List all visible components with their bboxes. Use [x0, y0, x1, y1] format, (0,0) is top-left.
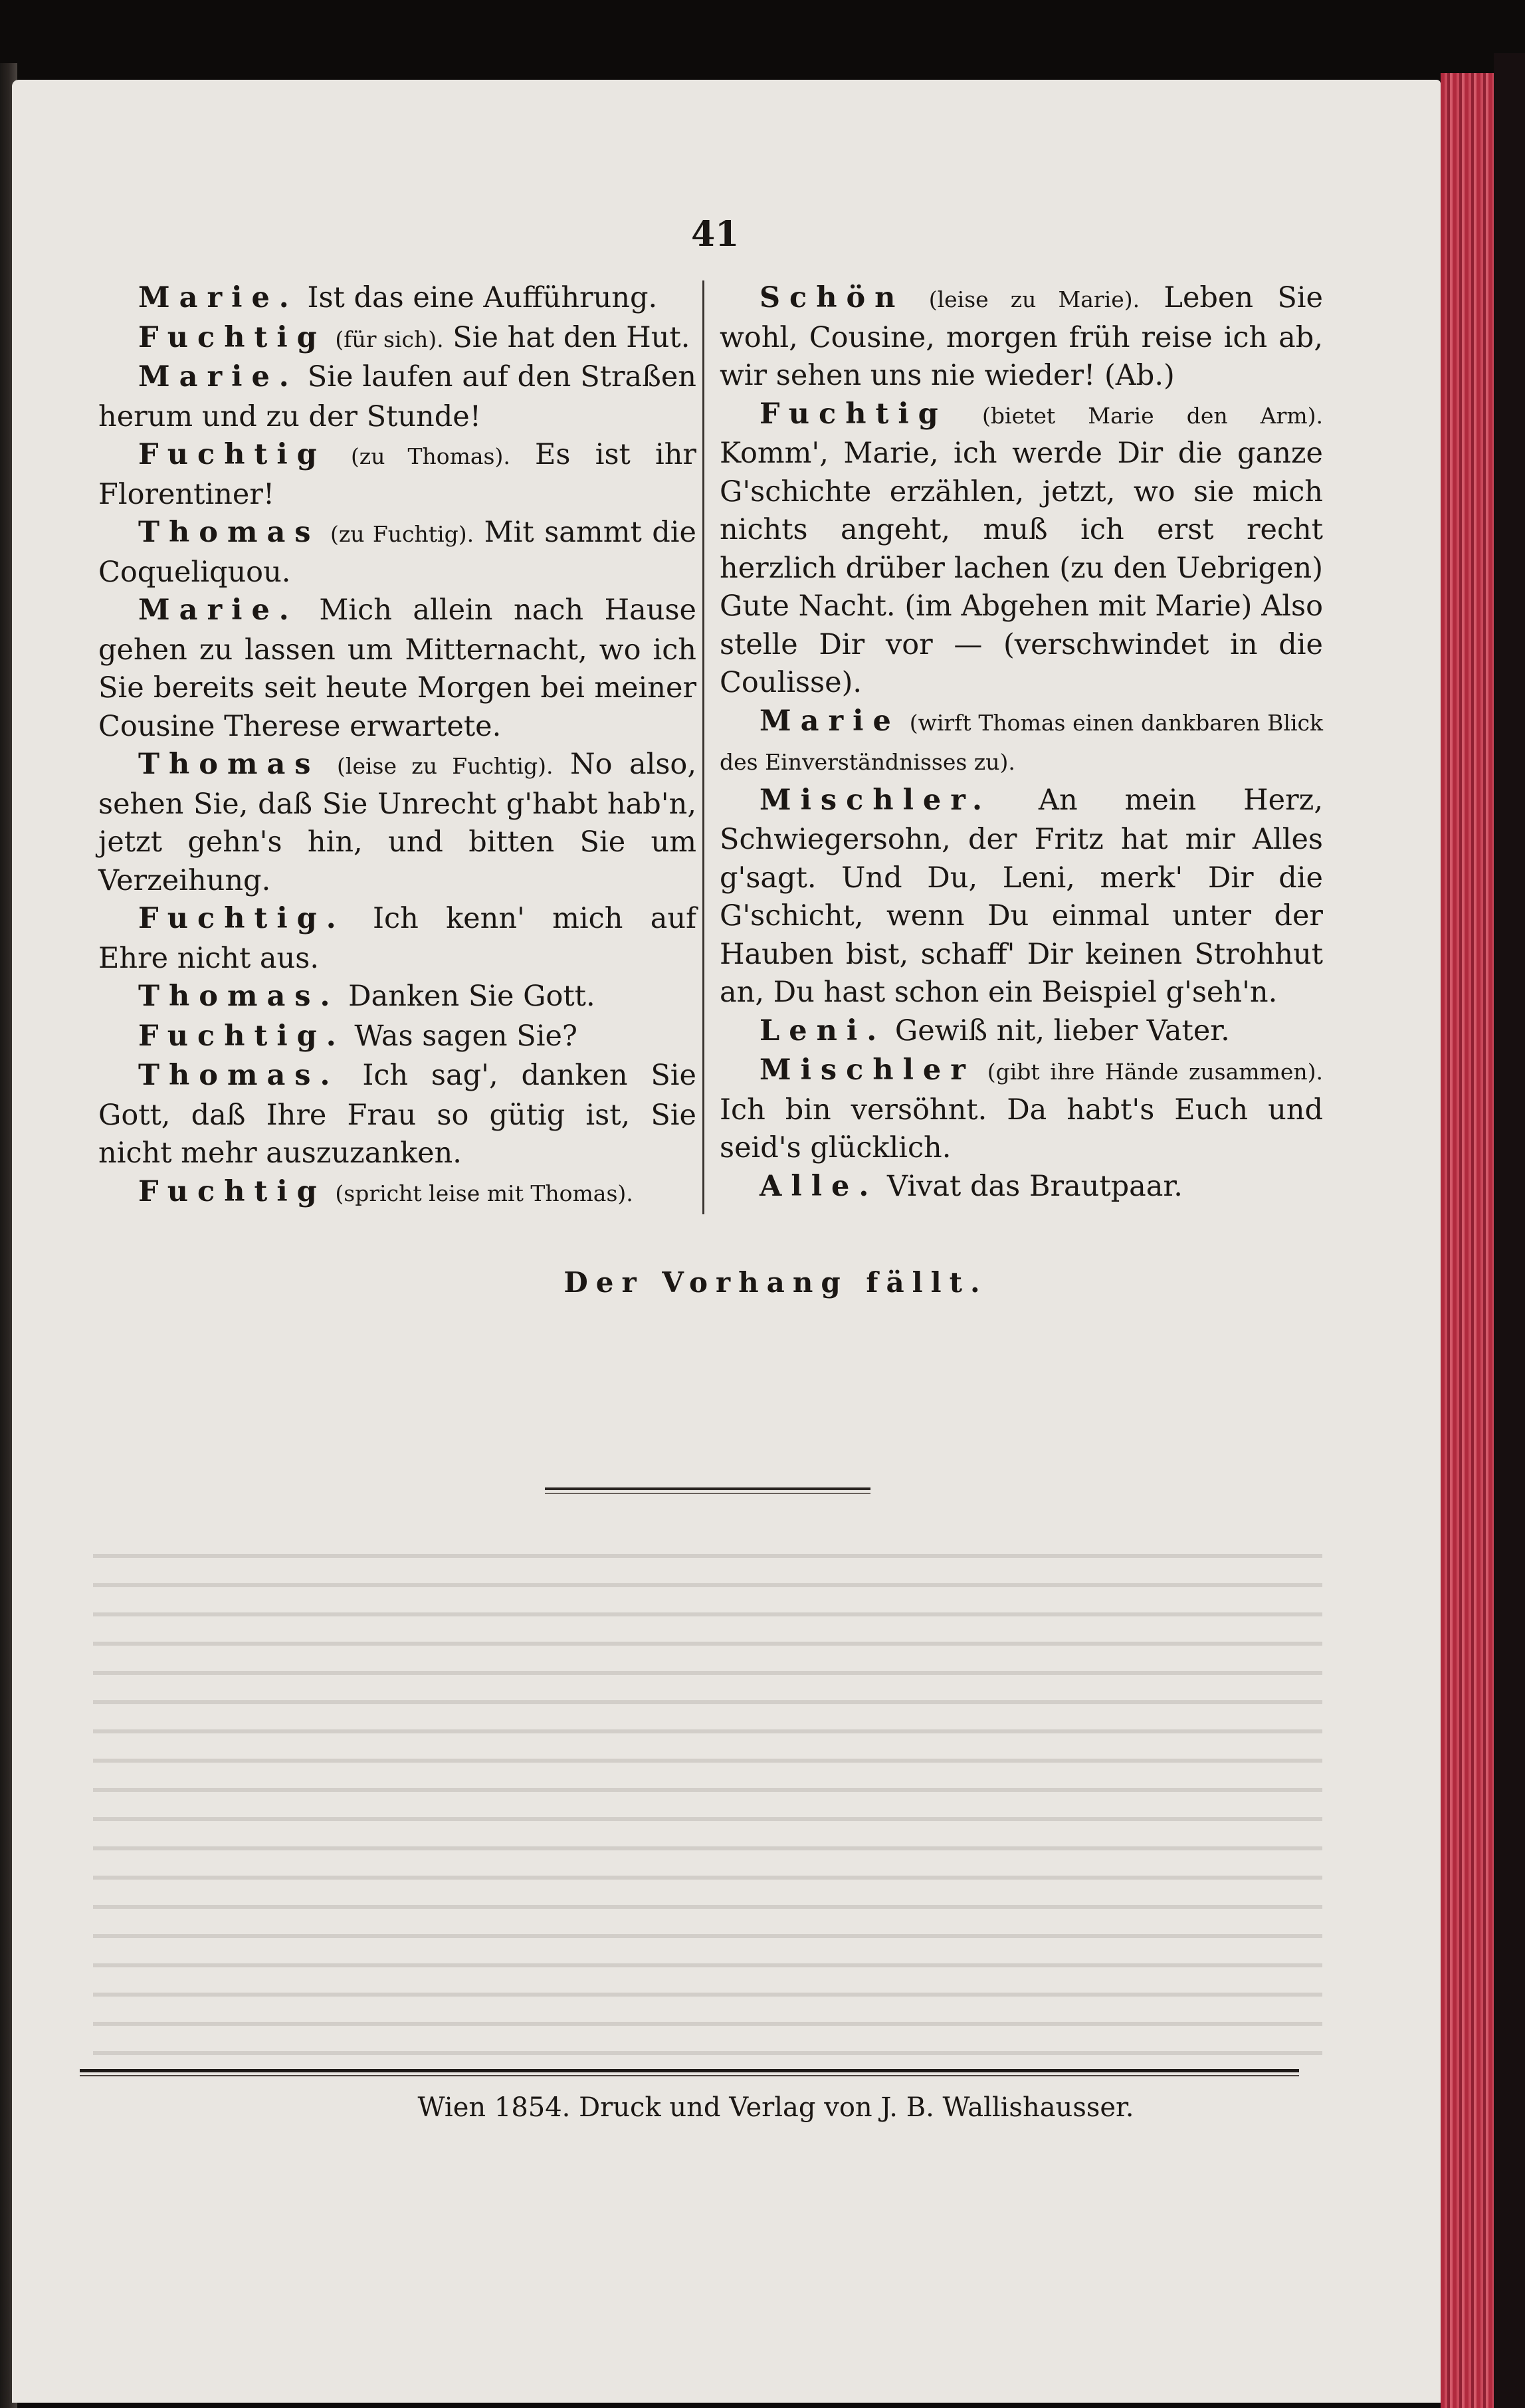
dialogue-line: Leni. Gewiß nit, lieber Vater.	[760, 1014, 1230, 1047]
separator-rule	[545, 1487, 870, 1490]
left-column	[98, 279, 696, 1212]
top-background	[0, 0, 1525, 66]
curtain-line: Der Vorhang fällt.	[563, 1266, 988, 1299]
book-cover-edge	[1494, 53, 1525, 2408]
show-through-text	[93, 1529, 1322, 2060]
dialogue-line: Thomas (leise zu Fuchtig). No also, sehen Sie, daß Sie Unrecht g'habt hab'n, jetzt gehn's hin, und bitten Sie um Verzeihung.	[98, 748, 696, 897]
column-divider	[702, 280, 704, 1214]
dialogue-line: Fuchtig. Ich kenn' mich auf Ehre nicht aus.	[98, 902, 697, 975]
dialogue-line: Fuchtig (spricht leise mit Thomas).	[138, 1174, 633, 1208]
dialogue-line: Thomas (zu Fuchtig). Mit sammt die Coqueliquou.	[98, 516, 697, 589]
dialogue-line: Thomas. Ich sag', danken Sie Gott, daß Ihre Frau so gütig ist, Sie nicht mehr auszuzanken.	[98, 1059, 697, 1170]
dialogue-line: Fuchtig (zu Thomas). Es ist ihr Florentiner!	[98, 438, 696, 511]
dialogue-line: Marie. Sie laufen auf den Straßen herum und zu der Stunde!	[98, 360, 696, 433]
dialogue-line: Alle. Vivat das Brautpaar.	[760, 1169, 1183, 1203]
dialogue-line: Marie. Ist das eine Aufführung.	[138, 281, 658, 314]
dialogue-line: Marie (wirft Thomas einen dankbaren Blick des Einverständnisses zu).	[720, 704, 1324, 775]
separator-rule-thin	[545, 1493, 870, 1494]
page-number: 41	[691, 214, 740, 255]
footer-rule	[80, 2069, 1299, 2072]
dialogue-line: Mischler. An mein Herz, Schwiegersohn, der Fritz hat mir Alles g'sagt. Und Du, Leni, merk' Dir die G'schicht, wenn Du einmal unter der Hauben bist, schaff' Dir keinen Strohhut an, Du hast schon ein Beispiel g'seh'n.	[720, 783, 1324, 1009]
dialogue-line: Fuchtig. Was sagen Sie?	[138, 1019, 577, 1053]
imprint-line: Wien 1854. Druck und Verlag von J. B. Wallishausser.	[417, 2092, 1134, 2123]
dialogue-line: Schön (leise zu Marie). Leben Sie wohl, Cousine, morgen früh reise ich ab, wir sehen uns nie wieder! (Ab.)	[720, 281, 1323, 392]
dialogue-line: Thomas. Danken Sie Gott.	[138, 980, 595, 1013]
page-edges-red	[1441, 73, 1494, 2408]
right-column	[720, 279, 1323, 1207]
dialogue-line: Fuchtig (bietet Marie den Arm). Komm', Marie, ich werde Dir die ganze G'schichte erzählen, jetzt, wo sie mich nichts angeht, muß ich erst recht herzlich drüber lachen (zu den Uebrigen) Gute Nacht. (im Abgehen mit Marie) Also stelle Dir vor — (verschwindet in die Coulisse).	[720, 397, 1323, 699]
dialogue-line: Marie. Mich allein nach Hause gehen zu lassen um Mitternacht, wo ich Sie bereits seit heute Morgen bei meiner Cousine Therese erwartete.	[98, 594, 696, 743]
footer-rule-thin	[80, 2075, 1299, 2076]
dialogue-line: Mischler (gibt ihre Hände zusammen). Ich bin versöhnt. Da habt's Euch und seid's glücklich.	[720, 1053, 1323, 1164]
dialogue-line: Fuchtig (für sich). Sie hat den Hut.	[138, 320, 690, 354]
